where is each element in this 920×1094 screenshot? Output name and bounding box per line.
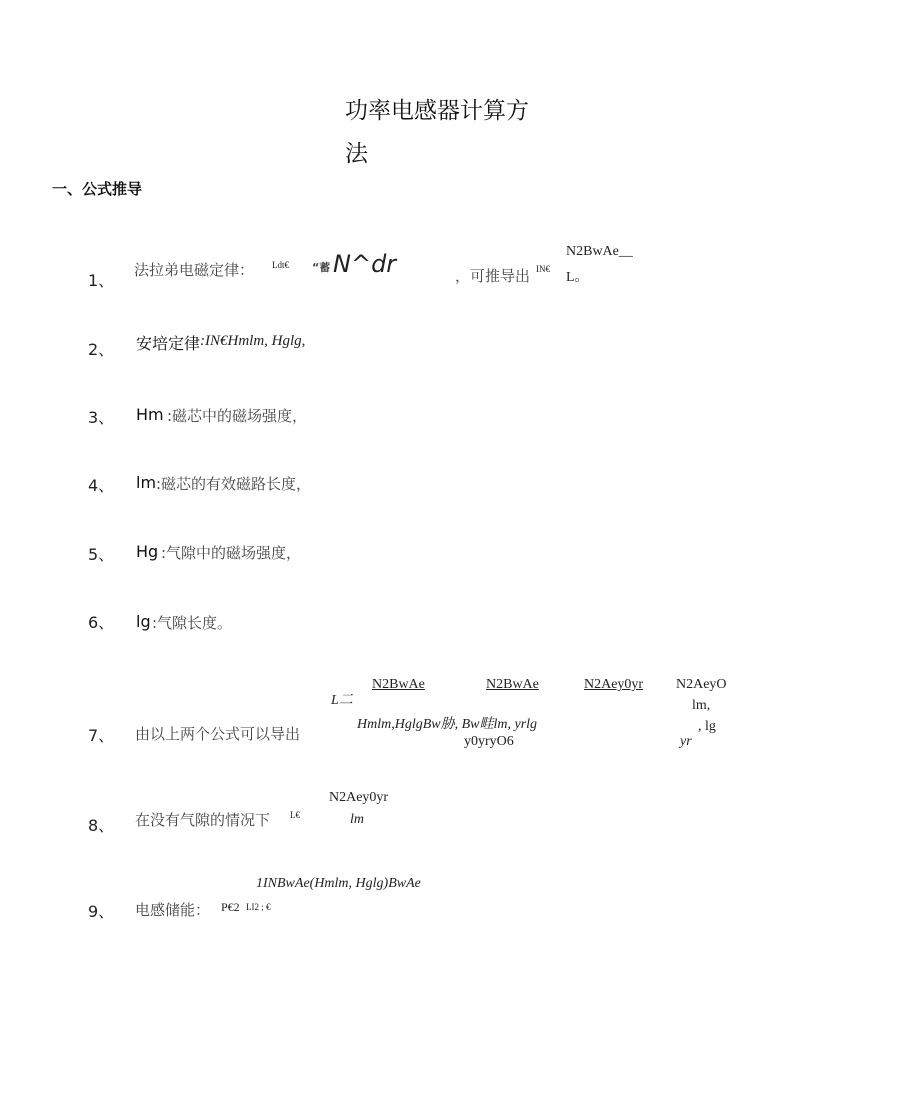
item-text-continued: ，可推导出	[455, 267, 531, 285]
formula-denominator: Hmlm,HglgBw胁, Bw畦lm, yrlg	[357, 717, 538, 732]
formula-fragment: Ldt€	[272, 260, 289, 270]
item-text: 电感储能：	[135, 901, 211, 919]
item-text: 法拉弟电磁定律：	[134, 261, 255, 279]
page-title: 功率电感器计算方	[345, 98, 529, 124]
formula-fragment: L€	[290, 810, 300, 820]
formula-fragment: P€2	[221, 900, 240, 914]
item-text: 在没有气隙的情况下	[135, 811, 271, 829]
formula: :IN€Hmlm, Hglg,	[200, 333, 306, 349]
item-text: :气隙长度。	[152, 614, 233, 632]
formula-numerator: N2AeyO	[676, 677, 727, 692]
formula-numerator: N2Aey0yr	[584, 677, 644, 692]
item-text: :磁芯中的磁场强度，	[167, 407, 308, 425]
item-label: lm	[136, 473, 157, 492]
item-number: 2、	[88, 340, 115, 359]
item-label: Hg	[136, 542, 159, 561]
formula-fragment: “蓄	[312, 261, 331, 274]
item-number: 4、	[88, 476, 115, 495]
item-label: Hm	[136, 405, 164, 424]
item-text: :气隙中的磁场强度，	[161, 544, 302, 562]
formula-numerator: N2BwAe	[486, 677, 539, 692]
formula-denominator: L。	[566, 270, 589, 285]
formula-fragment: LI2 ; €	[246, 902, 271, 912]
formula-numerator: N2BwAe	[372, 677, 425, 692]
item-number: 7、	[88, 726, 115, 745]
formula-numerator: N2Aey0yr	[329, 790, 389, 805]
formula-numerator: 1INBwAe(Hmlm, Hglg)BwAe	[256, 876, 421, 891]
item-number: 3、	[88, 408, 115, 427]
page-title-continued: 法	[345, 141, 368, 167]
item-number: 1、	[88, 271, 115, 290]
item-text: 由以上两个公式可以导出	[135, 725, 301, 743]
item-label: lg	[136, 612, 151, 631]
formula-numerator: N2BwAe__	[566, 244, 633, 259]
item-number: 9、	[88, 902, 115, 921]
formula-denominator: lm	[350, 812, 364, 827]
formula-fragment: N^dr	[333, 250, 397, 278]
formula-denominator: y0yryO6	[464, 734, 514, 749]
formula-denominator: yr	[680, 734, 692, 749]
item-number: 8、	[88, 816, 115, 835]
item-number: 5、	[88, 545, 115, 564]
formula-denominator: lm,	[692, 698, 711, 713]
item-text: :磁芯的有效磁路长度，	[156, 475, 312, 493]
item-number: 6、	[88, 613, 115, 632]
formula-denominator: , lg	[698, 719, 716, 734]
formula-fragment: IN€	[536, 264, 550, 274]
formula-fragment: L二	[331, 693, 353, 708]
item-label: 安培定律	[136, 334, 201, 353]
section-heading: 一、公式推导	[52, 180, 143, 198]
